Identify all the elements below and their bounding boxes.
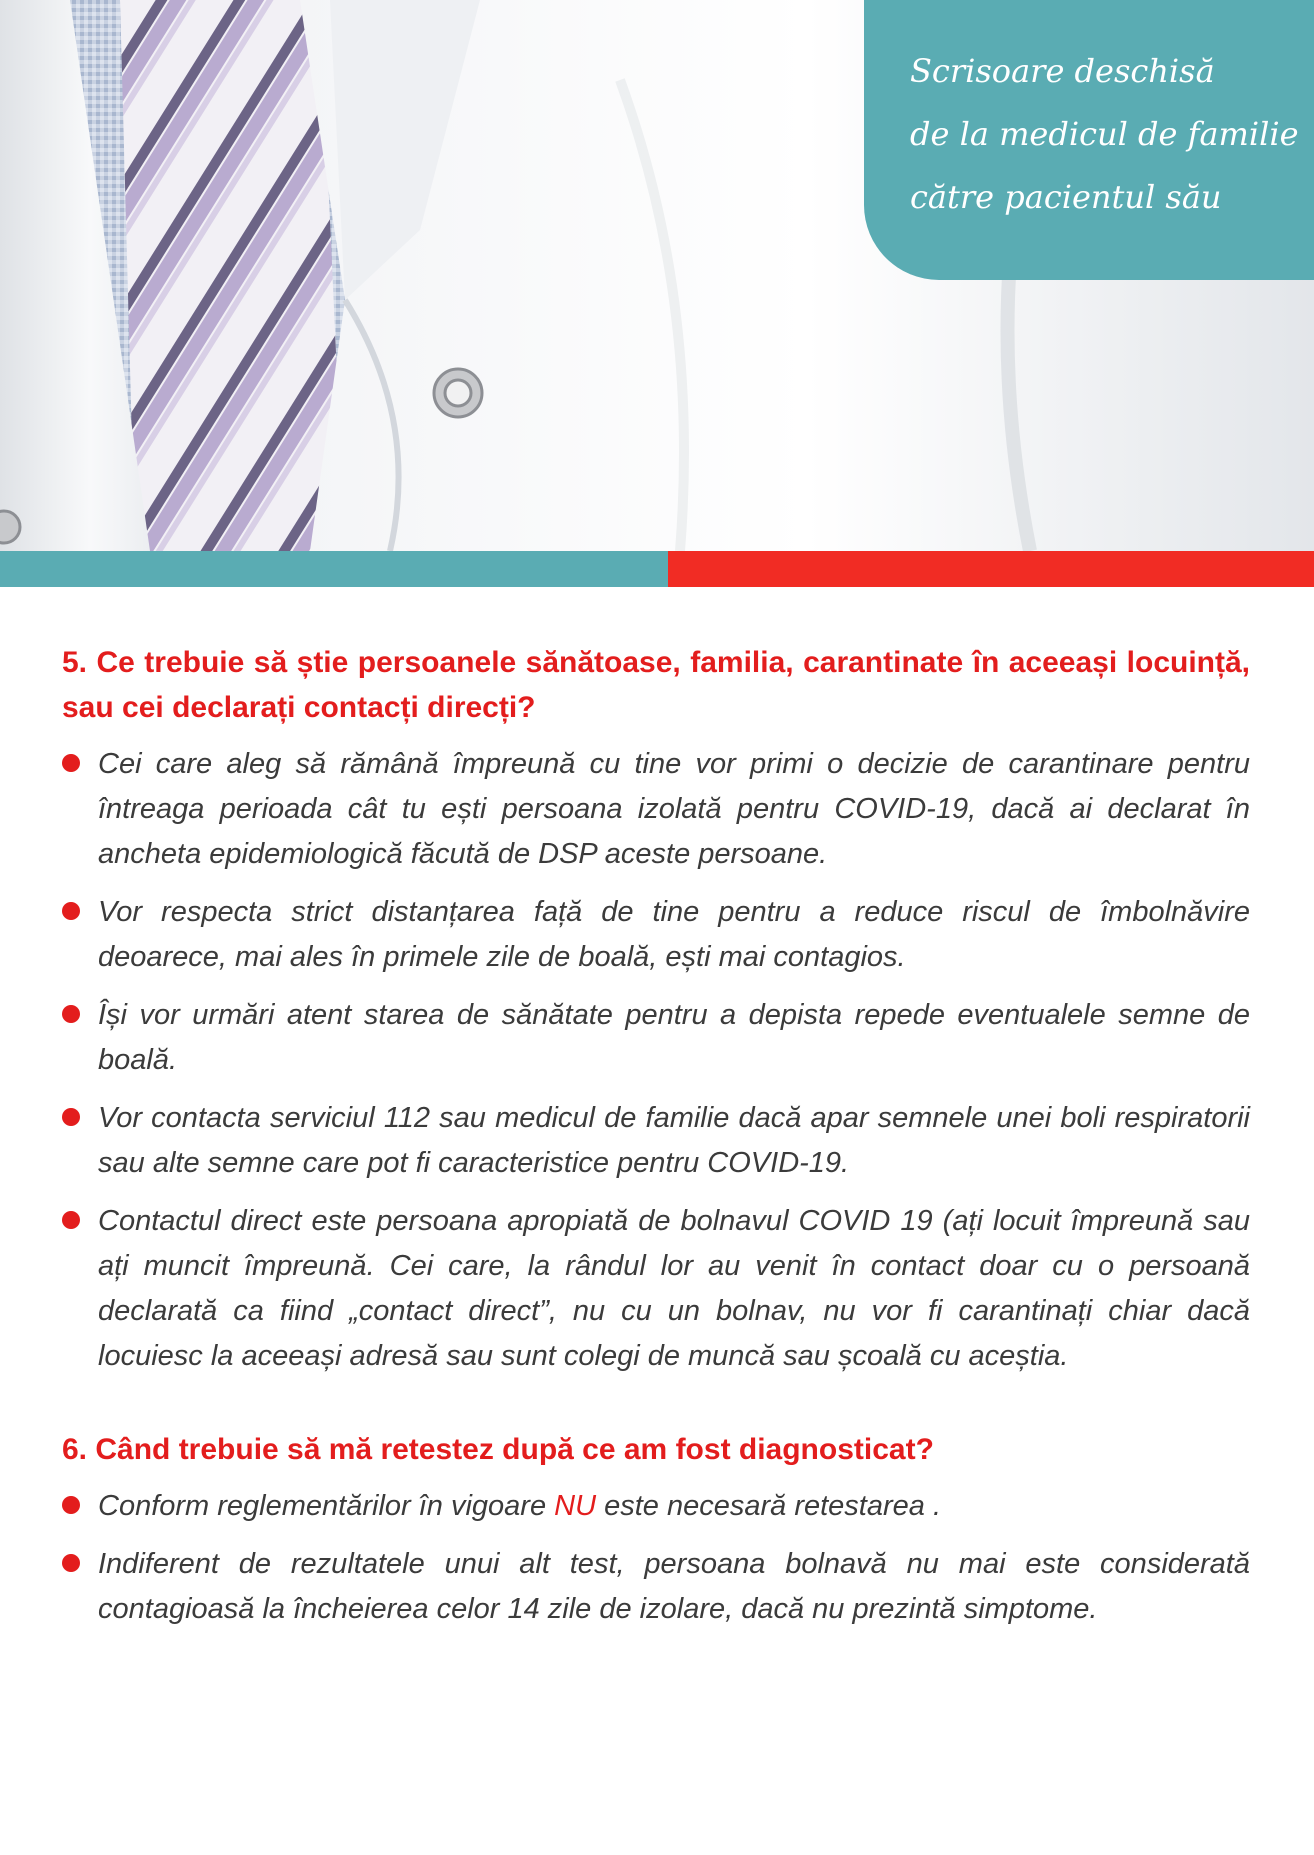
list-item-text: Indiferent de rezultatele unui alt test, persoana bolnavă nu mai este considerată contagioasă la încheierea celor 14 zile de izolare, dacă nu prezintă simptome. <box>98 1548 1250 1625</box>
bullet-icon <box>62 1554 80 1572</box>
list-item-text: Contactul direct este persoana apropiată de bolnavul COVID 19 (ați locuit împreună sau ați muncit împreună. Cei care, la rândul lor au venit în contact doar cu o persoană declarată ca fiind „contact direct”, nu cu un bolnav, nu vor fi carantinați chiar dacă locuiesc la aceeași adresă sau sunt colegi de muncă sau școală cu aceștia. <box>98 1205 1250 1372</box>
list-item-text: Cei care aleg să rămână împreună cu tine vor primi o decizie de carantinare pentru întreaga perioada cât tu ești persoana izolată pentru COVID-19, dacă ai declarat în ancheta epidemiologică făcută de DSP aceste persoane. <box>98 748 1250 870</box>
list-item <box>62 1484 1250 1529</box>
list-item-text: Își vor urmări atent starea de sănătate pentru a depista repede eventualele semne de boală. <box>98 999 1250 1076</box>
list-item-text: Vor respecta strict distanțarea față de tine pentru a reduce riscul de îmbolnăvire deoarece, mai ales în primele zile de boală, ești mai contagios. <box>98 896 1250 973</box>
list-item <box>62 890 1250 980</box>
letter-content <box>62 640 1250 1645</box>
bullet-icon <box>62 754 80 772</box>
bullet-icon <box>62 1211 80 1229</box>
header-photo <box>0 0 1314 551</box>
section6-list <box>62 1484 1250 1632</box>
list-item <box>62 1199 1250 1379</box>
bullet-icon <box>62 1496 80 1514</box>
list-item <box>62 1542 1250 1632</box>
title-line-1: Scrisoare deschisă <box>910 52 1215 90</box>
title-box <box>864 0 1314 280</box>
title-line-3: către pacientul său <box>910 178 1222 216</box>
section6-heading: 6. Când trebuie să mă retestez după ce am fost diagnosticat? <box>62 1433 934 1466</box>
list-item-text-before: Conform reglementărilor în vigoare <box>98 1490 555 1522</box>
bullet-icon <box>62 1108 80 1126</box>
section5-heading: 5. Ce trebuie să știe persoanele sănătoase, familia, carantinate în aceeași locuință, sau cei declarați contacți direcți? <box>62 646 1250 724</box>
bullet-icon <box>62 1005 80 1023</box>
list-item-text: Vor contacta serviciul 112 sau medicul de familie dacă apar semnele unei boli respiratorii sau alte semne care pot fi caracteristice pentru COVID-19. <box>98 1102 1250 1179</box>
bullet-icon <box>62 902 80 920</box>
list-item <box>62 742 1250 877</box>
title-line-2: de la medicul de familie <box>910 115 1299 153</box>
teal-divider-band <box>0 551 668 587</box>
list-item <box>62 1096 1250 1186</box>
section5-list <box>62 742 1250 1379</box>
red-divider-band <box>668 551 1314 587</box>
list-item <box>62 993 1250 1083</box>
list-item-text-after: este necesară retestarea . <box>596 1490 942 1522</box>
highlight-nu: NU <box>554 1490 597 1522</box>
